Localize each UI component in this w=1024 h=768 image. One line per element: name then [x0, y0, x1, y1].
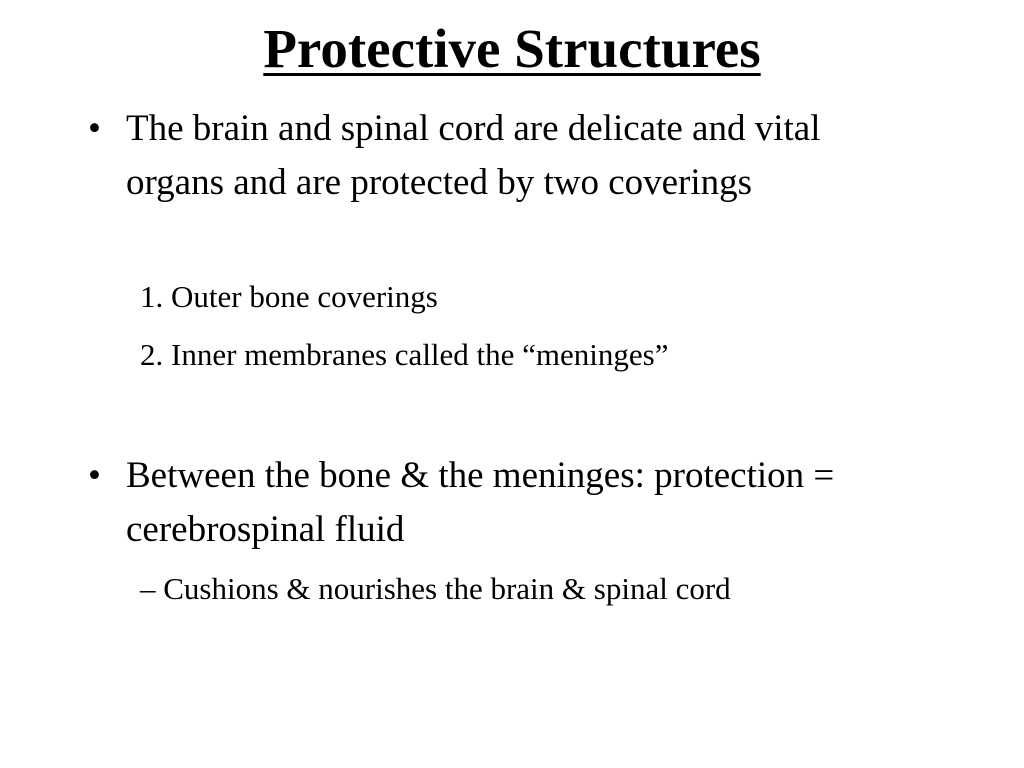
bullet-text: The brain and spinal cord are delicate and vital organs and are protected by two coverings	[126, 108, 821, 203]
bullet-item-csf	[88, 449, 908, 557]
sub-item-meninges: 2. Inner membranes called the “meninges”	[140, 337, 669, 372]
bullet-item-coverings	[88, 102, 908, 210]
sub-item-outer-bone: 1. Outer bone coverings	[140, 279, 438, 314]
bullet-marker: •	[88, 108, 101, 149]
sub-item-cushions: – Cushions & nourishes the brain & spinal cord	[140, 571, 731, 606]
slide-title: Protective Structures	[263, 18, 761, 79]
bullet-text: Between the bone & the meninges: protection = cerebrospinal fluid	[126, 455, 835, 550]
bullet-marker: •	[88, 455, 101, 496]
